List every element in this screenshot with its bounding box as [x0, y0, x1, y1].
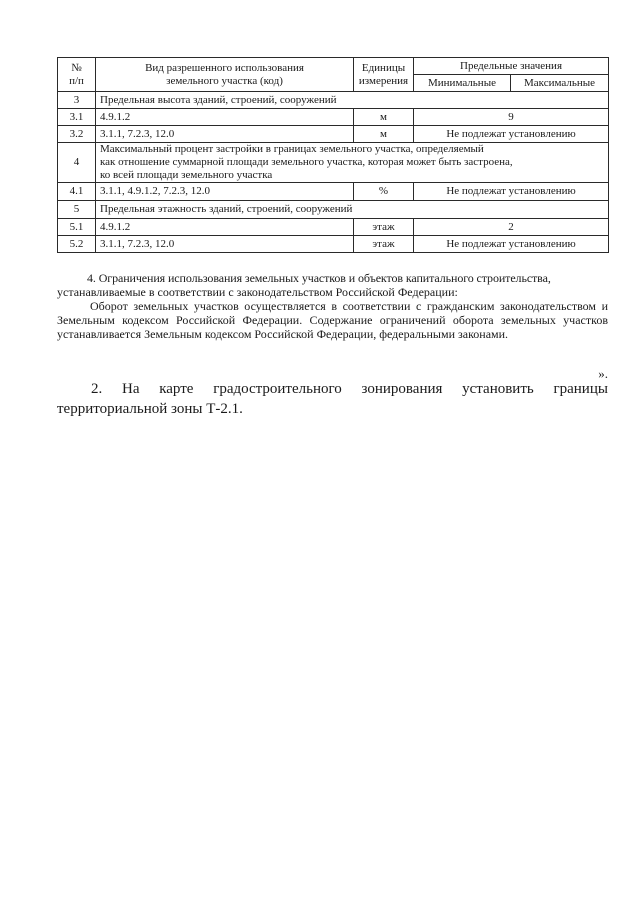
header-kind: [96, 58, 354, 92]
word: карте: [159, 381, 194, 397]
row-code: 4.9.1.2: [96, 219, 354, 236]
header-min: Минимальные: [414, 75, 511, 92]
word: 2.: [91, 381, 103, 397]
table-row: [58, 201, 609, 219]
paragraph-item-2: [57, 379, 608, 419]
row-code: 3.1.1, 7.2.3, 12.0: [96, 236, 354, 253]
row-section-title: Предельная этажность зданий, строений, сооружений: [96, 201, 609, 219]
header-units: [354, 58, 414, 92]
row-unit: этаж: [354, 219, 414, 236]
row-unit: м: [354, 109, 414, 126]
table-row: [58, 143, 609, 183]
row-value: 9: [414, 109, 609, 126]
row-value: Не подлежат установлению: [414, 126, 609, 143]
header-max: Максимальные: [511, 75, 609, 92]
word: зонирования: [361, 381, 443, 397]
word: установить: [462, 381, 534, 397]
paragraph-restrictions-body: Оборот земельных участков осуществляется в соответствии с гражданским законодательством и Земельным кодексом Российской Федерации. Содержание ограничений оборота земельных участков устанавливается Земельным кодексом Российской Федерации, федеральными законами.: [57, 299, 608, 341]
row-num: 5.1: [58, 219, 96, 236]
header-num-text: № п/п: [69, 61, 84, 87]
header-num: [58, 58, 96, 92]
header-kind-text: Вид разрешенного использования земельного участка (код): [145, 61, 304, 87]
paragraph-item-2-line1: [57, 379, 608, 399]
table-row: [58, 236, 609, 253]
row-unit: м: [354, 126, 414, 143]
paragraph-restrictions-line2: устанавливаемые в соответствии с законодательством Российской Федерации:: [57, 285, 458, 299]
row-unit: %: [354, 183, 414, 201]
row-value: 2: [414, 219, 609, 236]
header-units-text: Единицы измерения: [358, 61, 409, 87]
row-section-text: Максимальный процент застройки в границах земельного участка, определяемый как отношение суммарной площади земельного участка, которая может быть застроена, ко всей площади земельного участка: [100, 143, 513, 181]
paragraph-restrictions: [57, 271, 608, 341]
row-value: Не подлежат установлению: [414, 183, 609, 201]
table-row: [58, 92, 609, 109]
row-section-title: Предельная высота зданий, строений, сооружений: [96, 92, 609, 109]
regulations-table: [57, 57, 609, 253]
word: градостроительного: [213, 381, 342, 397]
header-limits: Предельные значения: [414, 58, 609, 75]
word: На: [121, 381, 140, 397]
table-row: [58, 183, 609, 201]
table-row: [58, 126, 609, 143]
row-num: 4: [58, 143, 96, 183]
paragraph-restrictions-line1: 4. Ограничения использования земельных участков и объектов капитального строительства,: [87, 271, 551, 285]
row-code: 3.1.1, 7.2.3, 12.0: [96, 126, 354, 143]
paragraph-item-2-line2: территориальной зоны Т-2.1.: [57, 401, 243, 417]
row-num: 3: [58, 92, 96, 109]
table-row: [58, 219, 609, 236]
row-num: 4.1: [58, 183, 96, 201]
row-value: Не подлежат установлению: [414, 236, 609, 253]
row-code: 4.9.1.2: [96, 109, 354, 126]
word: границы: [553, 381, 608, 397]
row-section-title: [96, 143, 609, 183]
row-num: 5.2: [58, 236, 96, 253]
row-unit: этаж: [354, 236, 414, 253]
closing-quote: ».: [598, 366, 608, 381]
row-code: 3.1.1, 4.9.1.2, 7.2.3, 12.0: [96, 183, 354, 201]
row-num: 3.2: [58, 126, 96, 143]
table-row: [58, 109, 609, 126]
row-num: 5: [58, 201, 96, 219]
row-num: 3.1: [58, 109, 96, 126]
